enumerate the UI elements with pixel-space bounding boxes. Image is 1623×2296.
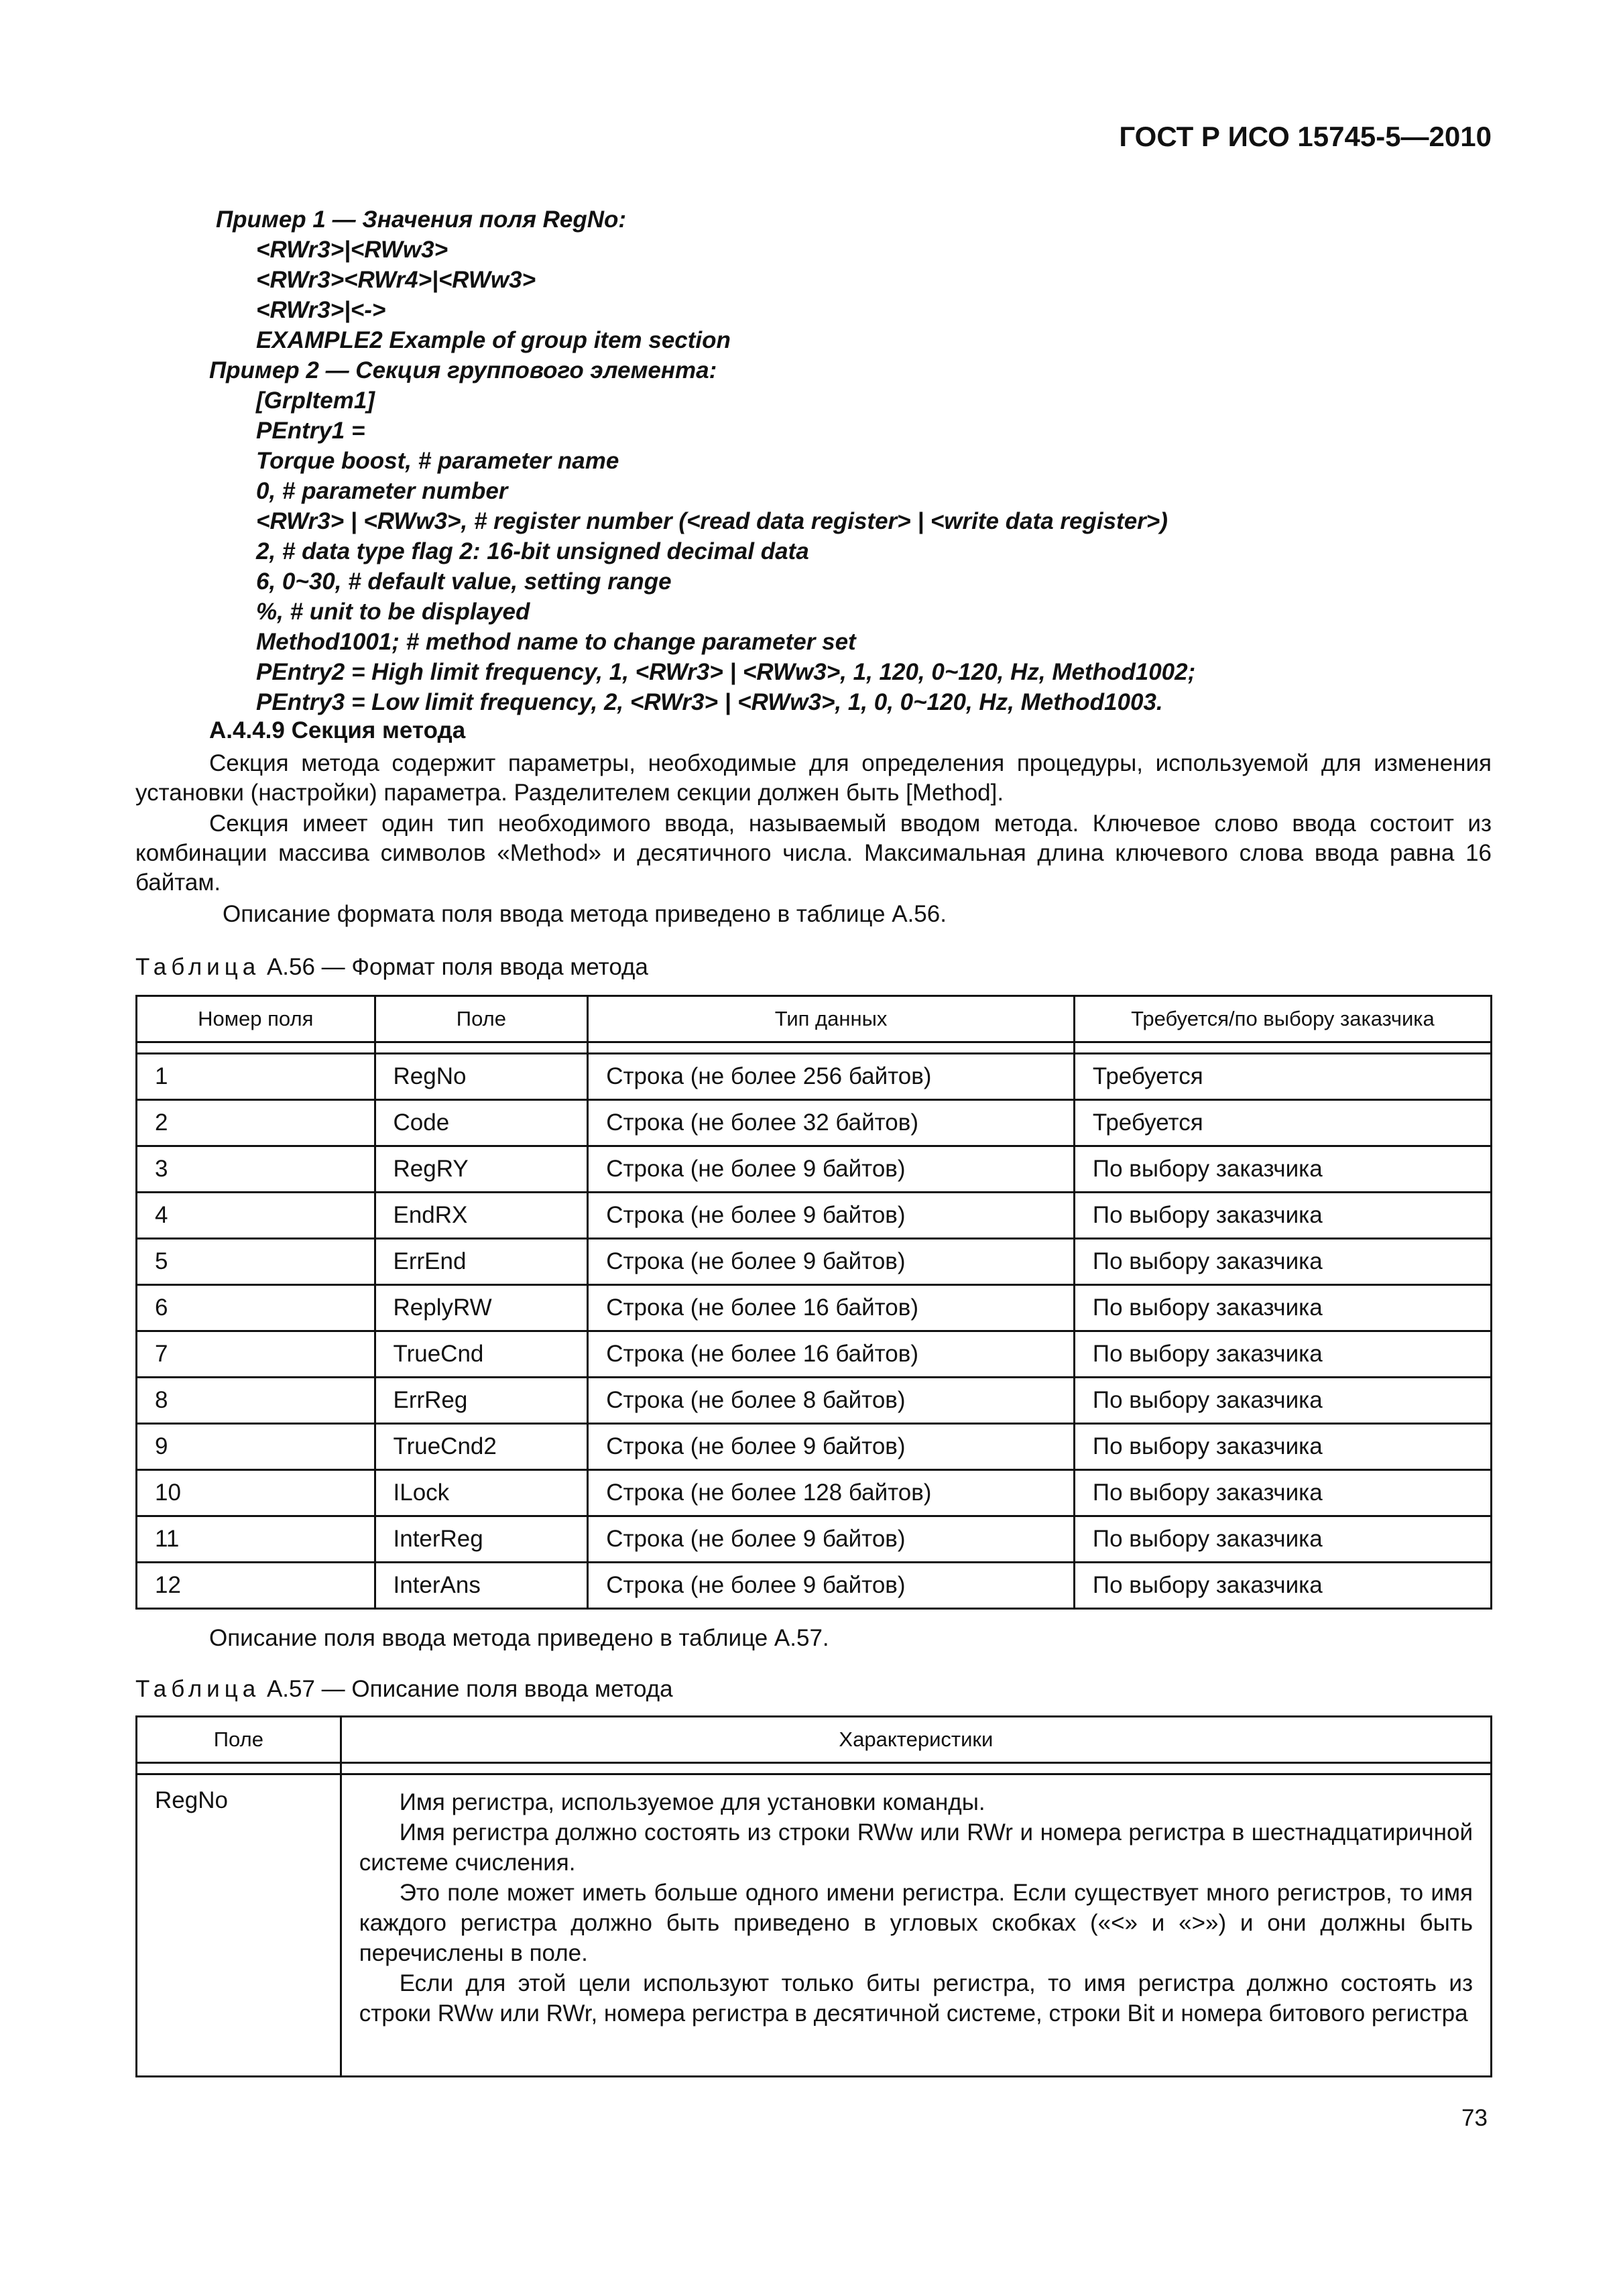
caption-label: Таблица (135, 954, 261, 980)
table-cell: По выбору заказчика (1074, 1563, 1491, 1609)
table-row (137, 1424, 1492, 1470)
table-row (137, 1470, 1492, 1516)
table-cell: ErrEnd (375, 1239, 588, 1285)
table-cell: По выбору заказчика (1074, 1146, 1491, 1193)
table-cell: Строка (не более 32 байтов) (588, 1100, 1075, 1146)
column-header: Поле (375, 996, 588, 1042)
caption-label: Таблица (135, 1676, 261, 1702)
table-cell: По выбору заказчика (1074, 1239, 1491, 1285)
example-line: <RWr3>|<RWw3> (256, 237, 448, 263)
table-row (137, 1100, 1492, 1146)
example-line: <RWr3> | <RWw3>, # register number (<read data register> | <write data register>) (256, 508, 1168, 534)
table-cell: TrueCnd (375, 1331, 588, 1378)
example-line: <RWr3><RWr4>|<RWw3> (256, 267, 536, 293)
table-cell: RegNo (375, 1054, 588, 1100)
table-row (137, 1146, 1492, 1193)
table-cell: RegNo (137, 1774, 341, 2077)
table-row (137, 1516, 1492, 1563)
table-cell: InterAns (375, 1563, 588, 1609)
table-cell: Строка (не более 9 байтов) (588, 1146, 1075, 1193)
example-line: %, # unit to be displayed (256, 599, 530, 625)
table-row (137, 1774, 1492, 2077)
table-cell: Строка (не более 9 байтов) (588, 1193, 1075, 1239)
example-line: 0, # parameter number (256, 478, 508, 504)
table-cell: TrueCnd2 (375, 1424, 588, 1470)
example-line: Torque boost, # parameter name (256, 448, 619, 474)
table-cell: 1 (137, 1054, 375, 1100)
table-row (137, 1563, 1492, 1609)
table-cell: По выбору заказчика (1074, 1285, 1491, 1331)
table-row (137, 1239, 1492, 1285)
caption-text: А.57 — Описание поля ввода метода (260, 1676, 673, 1702)
example-line: Method1001; # method name to change parameter set (256, 629, 856, 655)
example-line: 6, 0~30, # default value, setting range (256, 568, 672, 595)
table-cell: Требуется (1074, 1100, 1491, 1146)
table-row (137, 1193, 1492, 1239)
description-paragraph: Это поле может иметь больше одного имени регистра. Если существует много регистров, то имя каждого регистра должно быть приведено в угловых скобках («<» и «>») и они должны быть перечислены в поле. (359, 1880, 1473, 1966)
caption-text: А.56 — Формат поля ввода метода (260, 954, 648, 980)
table-cell: По выбору заказчика (1074, 1516, 1491, 1563)
section-heading: А.4.4.9 Секция метода (209, 717, 466, 743)
table-cell: Строка (не более 9 байтов) (588, 1563, 1075, 1609)
table-cell: Строка (не более 9 байтов) (588, 1516, 1075, 1563)
table-caption (135, 1676, 673, 1703)
table-cell: ILock (375, 1470, 588, 1516)
table-cell: RegRY (375, 1146, 588, 1193)
table-cell: 6 (137, 1285, 375, 1331)
example-line: 2, # data type flag 2: 16-bit unsigned decimal data (256, 538, 809, 564)
example-line: PEntry1 = (256, 418, 365, 444)
example-line: PEntry2 = High limit frequency, 1, <RWr3> | <RWw3>, 1, 120, 0~120, Hz, Method1002; (256, 659, 1196, 685)
section-paragraph: Секция метода содержит параметры, необходимые для определения процедуры, используемой для изменения установки (настройки) параметра. Разделителем секции должен быть [Method]. (135, 750, 1492, 806)
table-cell: Строка (не более 9 байтов) (588, 1239, 1075, 1285)
table-cell: По выбору заказчика (1074, 1378, 1491, 1424)
table-cell: 9 (137, 1424, 375, 1470)
table-cell: 4 (137, 1193, 375, 1239)
table-cell: Строка (не более 9 байтов) (588, 1424, 1075, 1470)
table-cell: Строка (не более 256 байтов) (588, 1054, 1075, 1100)
document-header: ГОСТ Р ИСО 15745-5—2010 (1119, 121, 1492, 152)
table-cell: По выбору заказчика (1074, 1193, 1491, 1239)
table-cell: 3 (137, 1146, 375, 1193)
column-header: Тип данных (588, 996, 1075, 1042)
method-format-table (135, 995, 1492, 1610)
table-row (137, 1285, 1492, 1331)
table-caption (135, 954, 648, 981)
table-row (137, 1331, 1492, 1378)
table-cell: Строка (не более 16 байтов) (588, 1331, 1075, 1378)
table-cell: 5 (137, 1239, 375, 1285)
table-row (137, 1378, 1492, 1424)
table-cell: По выбору заказчика (1074, 1424, 1491, 1470)
example-line: EXAMPLE2 Example of group item section (256, 327, 731, 353)
column-header: Поле (137, 1717, 341, 1763)
column-header: Номер поля (137, 996, 375, 1042)
example-line: Пример 1 — Значения поля RegNo: (216, 206, 627, 233)
table-cell: 11 (137, 1516, 375, 1563)
table-cell: Строка (не более 128 байтов) (588, 1470, 1075, 1516)
section-paragraph: Описание формата поля ввода метода приведено в таблице А.56. (223, 901, 947, 927)
example-line: Пример 2 — Секция группового элемента: (209, 357, 717, 383)
description-paragraph: Имя регистра должно состоять из строки RWw или RWr и номера регистра в шестнадцатиричной системе счисления. (359, 1819, 1473, 1876)
method-description-table (135, 1715, 1492, 2077)
description-paragraph: Если для этой цели используют только биты регистра, то имя регистра должно состоять из строки RWw или RWr, номера регистра в десятичной системе, строки Bit и номера битового регистра (359, 1970, 1473, 2027)
section-paragraph: Секция имеет один тип необходимого ввода, называемый вводом метода. Ключевое слово ввода состоит из комбинации массива символов «Method» и десятичного числа. Максимальная длина ключевого слова ввода равна 16 байтам. (135, 810, 1492, 896)
table-cell: Строка (не более 16 байтов) (588, 1285, 1075, 1331)
table-row (137, 1054, 1492, 1100)
table-cell: 2 (137, 1100, 375, 1146)
page-number: 73 (1461, 2105, 1488, 2131)
example-line: [GrpItem1] (256, 387, 375, 414)
table-cell: 7 (137, 1331, 375, 1378)
table-cell: ErrReg (375, 1378, 588, 1424)
table-cell: По выбору заказчика (1074, 1331, 1491, 1378)
column-header: Требуется/по выбору заказчика (1074, 996, 1491, 1042)
table-cell: Code (375, 1100, 588, 1146)
table-cell: EndRX (375, 1193, 588, 1239)
reference-paragraph: Описание поля ввода метода приведено в таблице А.57. (209, 1625, 829, 1651)
table-cell: Требуется (1074, 1054, 1491, 1100)
column-header: Характеристики (341, 1717, 1491, 1763)
example-line: <RWr3>|<-> (256, 297, 386, 323)
table-cell: 12 (137, 1563, 375, 1609)
description-paragraph: Имя регистра, используемое для установки команды. (399, 1789, 985, 1815)
table-cell: InterReg (375, 1516, 588, 1563)
table-cell: ReplyRW (375, 1285, 588, 1331)
example-line: PEntry3 = Low limit frequency, 2, <RWr3> | <RWw3>, 1, 0, 0~120, Hz, Method1003. (256, 689, 1163, 715)
table-cell: 10 (137, 1470, 375, 1516)
table-cell (341, 1774, 1491, 2077)
table-cell: По выбору заказчика (1074, 1470, 1491, 1516)
table-cell: 8 (137, 1378, 375, 1424)
table-cell: Строка (не более 8 байтов) (588, 1378, 1075, 1424)
